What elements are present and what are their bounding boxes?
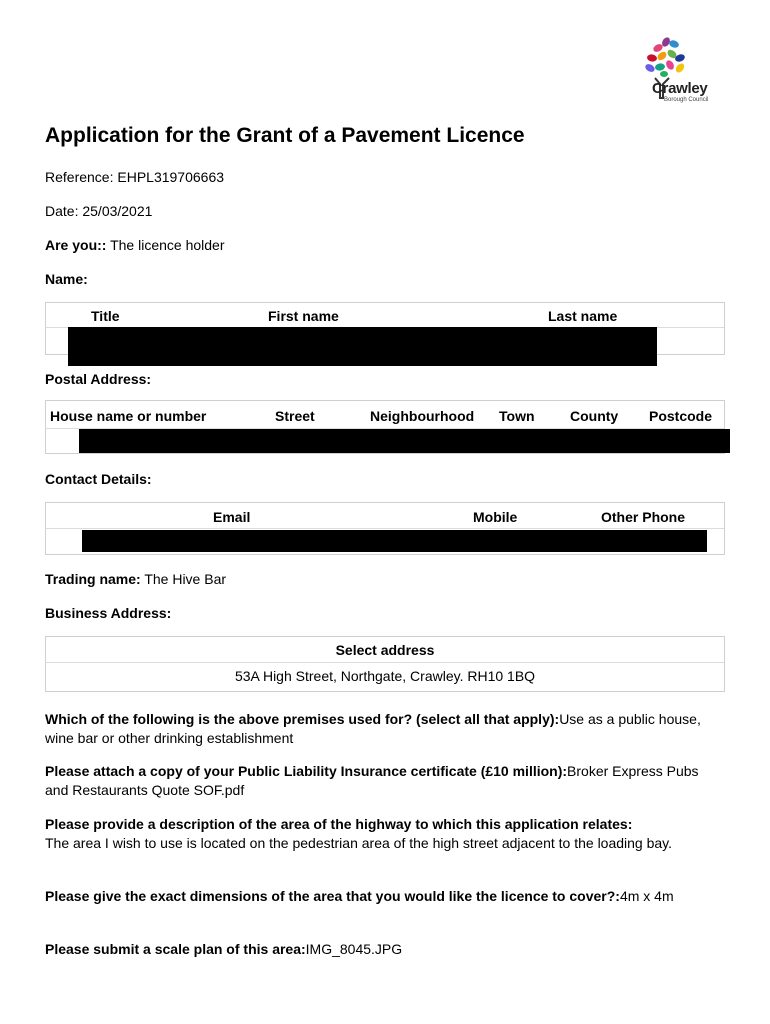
question-label: Please give the exact dimensions of the area that you would like the licence to cover?: [45,888,620,904]
business-address-header: Select address [335,642,435,658]
business-address-label: Business Address: [45,605,172,621]
contact-header-email: Email [213,509,251,525]
postal-header-county: County [570,408,619,424]
contact-header-mobile: Mobile [473,509,518,525]
business-address-value: 53A High Street, Northgate, Crawley. RH10 1BQ [234,668,536,684]
redaction-block [79,429,730,453]
answer-value: IMG_8045.JPG [305,941,403,957]
question-scale-plan [45,940,725,959]
redaction-block [82,530,707,552]
postal-header-postcode: Postcode [649,408,713,424]
org-subtitle: Borough Council [664,97,709,103]
postal-header-neighbourhood: Neighbourhood [370,408,475,424]
are-you-value: The licence holder [106,237,225,253]
org-name: Crawley [652,80,708,97]
name-header-title: Title [91,308,120,324]
are-you-label: Are you:: [45,237,107,253]
name-header-first: First name [268,308,339,324]
postal-label: Postal Address: [45,371,152,387]
question-label: Please attach a copy of your Public Liability Insurance certificate (£10 million): [45,763,568,779]
name-header-last: Last name [548,308,618,324]
redaction-block [68,327,657,366]
trading-name-label: Trading name: [45,571,141,587]
reference: Reference: EHPL319706663 [45,169,225,185]
page-title: Application for the Grant of a Pavement Licence [45,124,525,147]
trading-name-value: The Hive Bar [140,571,227,587]
question-label: Which of the following is the above premises used for? (select all that apply): [45,711,560,727]
answer-value: 4m x 4m [619,888,674,904]
trading-name [45,571,226,587]
row-divider [46,662,724,663]
are-you [45,237,225,253]
date: Date: 25/03/2021 [45,203,153,219]
contact-label: Contact Details: [45,471,152,487]
postal-header-town: Town [499,408,535,424]
business-address-table [45,636,725,692]
question-area-description [45,815,725,853]
question-premises-use [45,710,725,748]
question-label: Please submit a scale plan of this area: [45,941,306,957]
contact-header-other-phone: Other Phone [601,509,686,525]
question-dimensions [45,887,725,906]
answer-value: Broker Express Pubs and Restaurants Quote SOF.pdf [45,763,699,798]
answer-value: The area I wish to use is located on the pedestrian area of the high street adjacent to the loading bay. [45,835,673,851]
question-insurance [45,762,725,800]
answer-value: Use as a public house, wine bar or other drinking establishment [45,711,701,746]
question-label: Please provide a description of the area of the highway to which this application relates: [45,816,633,832]
postal-header-street: Street [275,408,315,424]
name-label: Name: [45,271,88,287]
postal-header-house: House name or number [50,408,207,424]
row-divider [46,528,724,529]
